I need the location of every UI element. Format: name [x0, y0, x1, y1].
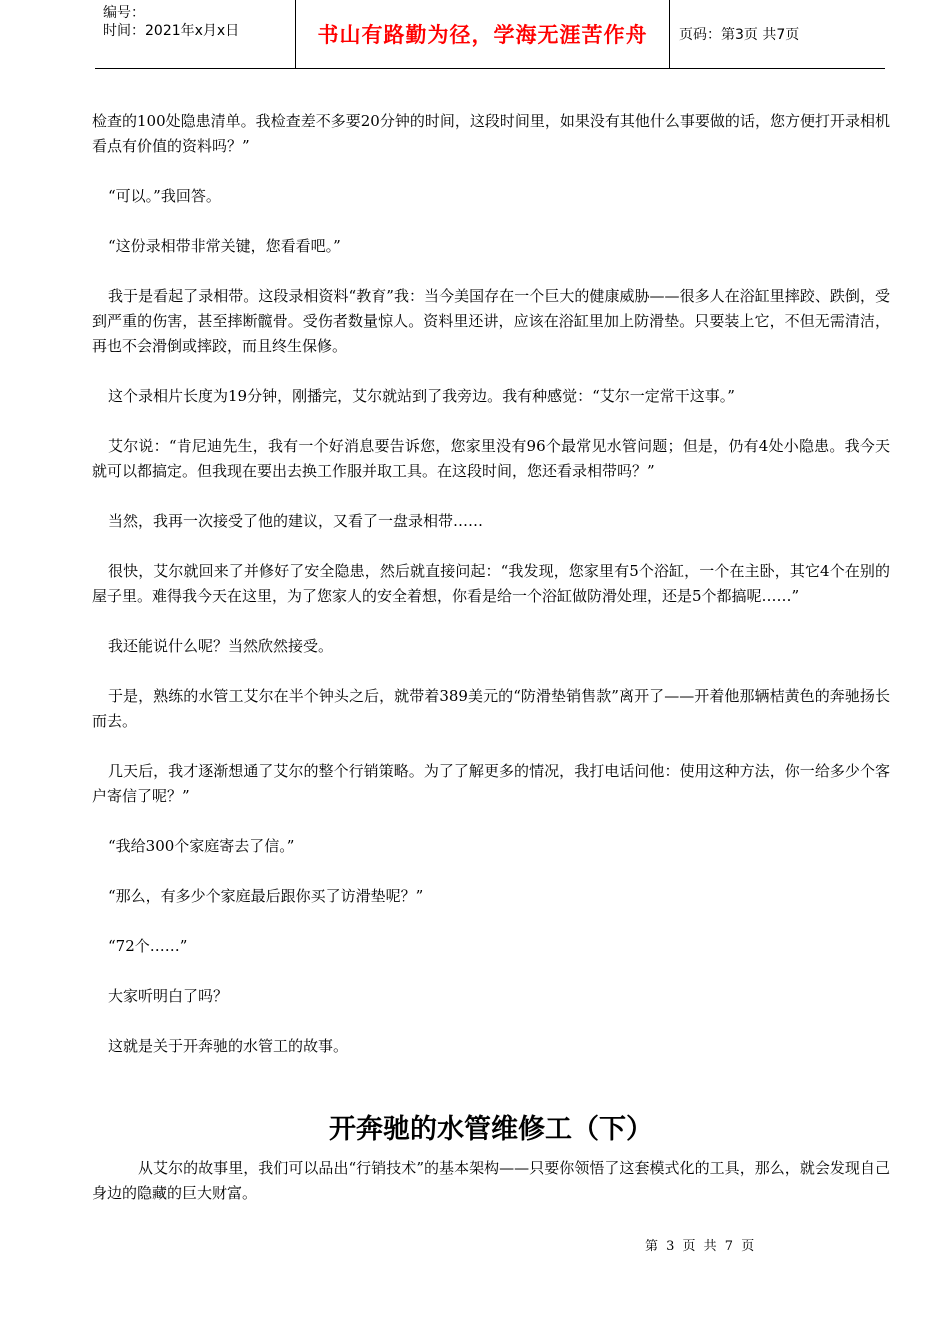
- body-paragraph: 很快，艾尔就回来了并修好了安全隐患，然后就直接问起：“我发现，您家里有5个浴缸，一个在主卧，其它4个在别的屋子里。难得我今天在这里，为了您家人的安全着想，你看是给一个浴缸做防滑处理，还是5个都搞呢……”: [92, 562, 890, 605]
- section-title: 开奔驰的水管维修工（下）: [329, 1114, 653, 1145]
- body-paragraph: “这份录相带非常关键，您看看吧。”: [108, 237, 341, 255]
- body-paragraph: 我还能说什么呢？当然欣然接受。: [108, 637, 334, 655]
- body-paragraph: 检查的100处隐患清单。我检查差不多要20分钟的时间，这段时间里，如果没有其他什么事要做的话，您方便打开录相机看点有价值的资料吗？”: [92, 112, 890, 155]
- header-page-info: 页码：第3页 共7页: [679, 27, 800, 43]
- body-paragraph: 几天后，我才逐渐想通了艾尔的整个行销策略。为了了解更多的情况，我打电话问他：使用这种方法，你一给多少个客户寄信了呢？”: [92, 762, 890, 805]
- body-paragraph: “那么，有多少个家庭最后跟你买了访滑垫呢？”: [108, 887, 424, 905]
- document-body: [92, 109, 890, 1084]
- page-header: [95, 0, 885, 69]
- body-paragraph: “我给300个家庭寄去了信。”: [108, 837, 295, 855]
- body-paragraph: 大家听明白了吗？: [108, 987, 229, 1005]
- body-paragraph: 艾尔说：“肯尼迪先生，我有一个好消息要告诉您，您家里没有96个最常见水管问题；但是，仍有4处小隐患。我今天就可以都搞定。但我现在要出去换工作服并取工具。在这段时间，您还看录相带吗？”: [92, 437, 890, 480]
- body-paragraph: 于是，熟练的水管工艾尔在半个钟头之后，就带着389美元的“防滑垫销售款”离开了——开着他那辆桔黄色的奔驰扬长而去。: [92, 687, 890, 730]
- page-footer: 第 3 页 共 7 页: [645, 1239, 755, 1254]
- body-paragraph: 这个录相片长度为19分钟，刚播完，艾尔就站到了我旁边。我有种感觉：“艾尔一定常干这事。”: [108, 387, 735, 405]
- body-paragraph: 我于是看起了录相带。这段录相资料“教育”我：当今美国存在一个巨大的健康威胁——很多人在浴缸里摔跤、跌倒，受到严重的伤害，甚至摔断髋骨。受伤者数量惊人。资料里还讲，应该在浴缸里加上防滑垫。只要装上它，不但无需清洁，再也不会滑倒或摔跤，而且终生保修。: [92, 287, 890, 355]
- document-time-label: 时间：2021年x月x日: [103, 23, 240, 39]
- header-motto: 书山有路勤为径，学海无涯苦作舟: [317, 23, 648, 47]
- intro-paragraph: 从艾尔的故事里，我们可以品出“行销技术”的基本架构——只要你领悟了这套模式化的工具，那么，就会发现自己身边的隐藏的巨大财富。: [92, 1159, 890, 1202]
- header-divider-right: [669, 0, 670, 68]
- document-number-label: 编号：: [103, 5, 145, 21]
- body-paragraph: 这就是关于开奔驰的水管工的故事。: [108, 1037, 349, 1055]
- body-paragraph: “72个……”: [108, 937, 188, 955]
- body-paragraph: “可以。”我回答。: [108, 187, 221, 205]
- body-paragraph: 当然，我再一次接受了他的建议，又看了一盘录相带……: [108, 512, 484, 530]
- header-meta: [103, 4, 293, 40]
